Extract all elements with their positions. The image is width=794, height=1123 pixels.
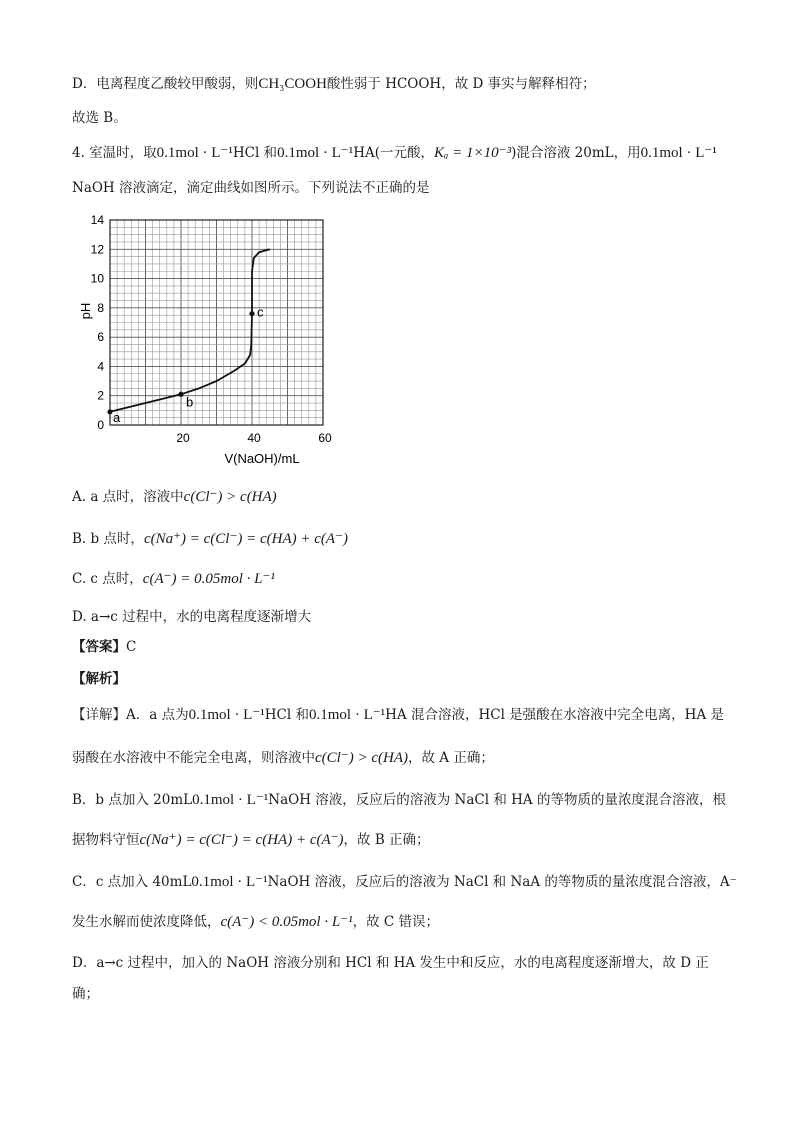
explain-1e: HA 混合溶液，HCl 是强酸在水溶液中完全电离，HA 是 <box>385 707 724 723</box>
answer-line <box>72 637 136 657</box>
q-ka: Kₐ = 1×10⁻³ <box>434 145 512 161</box>
explain-3a: B．b 点加入 20mL <box>72 792 193 808</box>
chart-grid <box>110 220 323 425</box>
x-tick-label: 60 <box>318 431 332 445</box>
answer-value: C <box>126 639 137 655</box>
explain-2a: 弱酸在水溶液中不能完全电离，则溶液中 <box>72 750 315 766</box>
point-c <box>249 311 254 316</box>
prev-d-prefix: D．电离程度乙酸较甲酸弱，则 <box>72 76 259 92</box>
point-label-a: a <box>113 409 121 425</box>
point-label-c: c <box>257 304 264 320</box>
option-a-prefix: A. a 点时，溶液中 <box>72 489 184 505</box>
explain-5b: 0.1mol · L⁻¹ <box>191 874 268 890</box>
x-axis-label: V(NaOH)/mL <box>224 451 300 466</box>
explain-line-8: 确； <box>72 986 99 1002</box>
explain-1d: 0.1mol · L⁻¹ <box>308 707 386 723</box>
x-tick-label: 20 <box>176 431 190 445</box>
answer-label: 【答案】 <box>72 639 126 655</box>
question-stem-line1 <box>72 143 717 163</box>
explain-5a: C．c 点加入 40mL <box>72 874 192 890</box>
explain-line-1 <box>72 705 724 725</box>
q-p1: 4. 室温时，取 <box>72 145 157 161</box>
explain-line-3 <box>72 790 726 810</box>
explain-3c: NaOH 溶液，反应后的溶液为 NaCl 和 HA 的等物质的量浓度混合溶液，根 <box>268 792 726 808</box>
prev-d-formula: CH₃COOH <box>258 76 327 92</box>
explain-line-4 <box>72 830 430 850</box>
explain-line-2 <box>72 748 494 768</box>
titration-curve <box>110 249 270 411</box>
analysis-label: 【解析】 <box>72 671 126 687</box>
prev-answer-line: 故选 B。 <box>72 110 127 126</box>
titration-curve-chart <box>62 208 352 470</box>
explain-6c: ，故 C 错误； <box>352 914 440 930</box>
explain-4b: c(Na⁺) = c(Cl⁻) = c(HA) + c(A⁻) <box>139 832 344 848</box>
option-a-math: c(Cl⁻) > c(HA) <box>183 489 277 505</box>
y-tick-label: 14 <box>90 213 104 227</box>
q-conc-2: 0.1mol · L⁻¹ <box>277 145 354 161</box>
point-label-b: b <box>186 394 194 410</box>
y-tick-label: 10 <box>90 271 104 286</box>
explain-5c: NaOH 溶液，反应后的溶液为 NaCl 和 NaA 的等物质的量浓度混合溶液，A⁻ <box>267 874 737 890</box>
y-tick-label: 2 <box>97 388 104 403</box>
q-p3: HCl 和 <box>232 145 278 161</box>
y-axis-label: pH <box>78 302 93 320</box>
y-tick-labels <box>91 213 105 432</box>
q-p7: )混合溶液 20mL，用 <box>511 145 641 161</box>
option-c-prefix: C. c 点时， <box>72 571 143 587</box>
question-stem-line2: NaOH 溶液滴定，滴定曲线如图所示。下列说法不正确的是 <box>72 180 430 196</box>
y-tick-label: 6 <box>97 330 104 345</box>
y-tick-label: 4 <box>97 359 104 374</box>
explain-4a: 据物料守恒 <box>72 832 140 848</box>
x-tick-label: 40 <box>247 431 261 445</box>
x-tick-labels <box>176 431 332 445</box>
y-tick-label: 0 <box>97 418 104 432</box>
explain-3b: 0.1mol · L⁻¹ <box>192 792 269 808</box>
option-b-prefix: B. b 点时， <box>72 531 144 547</box>
option-a[interactable] <box>72 487 277 507</box>
option-d[interactable]: D. a→c 过程中，水的电离程度逐渐增大 <box>72 609 312 625</box>
y-tick-label: 8 <box>97 300 104 315</box>
point-a <box>107 409 112 414</box>
explain-4c: ，故 B 正确； <box>343 832 430 848</box>
explain-1c: HCl 和 <box>264 707 309 723</box>
explain-6a: 发生水解而使浓度降低， <box>72 914 221 930</box>
explain-line-5 <box>72 872 737 892</box>
option-b[interactable] <box>72 529 348 549</box>
explain-line-7: D．a→c 过程中，加入的 NaOH 溶液分别和 HCl 和 HA 发生中和反应，水的电离程度逐渐增大，故 D 正 <box>72 955 709 971</box>
prev-d-suffix: 酸性弱于 HCOOH，故 D 事实与解释相符； <box>326 76 596 92</box>
q-p5: HA(一元酸， <box>353 145 435 161</box>
explain-line-6 <box>72 912 439 932</box>
explain-1b: 0.1mol · L⁻¹ <box>188 707 265 723</box>
explain-2c: ，故 A 正确； <box>408 750 494 766</box>
prev-option-d <box>72 74 596 94</box>
option-c[interactable] <box>72 569 275 589</box>
y-tick-label: 12 <box>90 242 104 257</box>
option-c-math: c(A⁻) = 0.05mol · L⁻¹ <box>142 571 275 587</box>
q-conc-3: 0.1mol · L⁻¹ <box>640 145 717 161</box>
explain-1a: 【详解】A．a 点为 <box>72 707 189 723</box>
explain-6b: c(A⁻) < 0.05mol · L⁻¹ <box>220 914 353 930</box>
point-b <box>178 392 183 397</box>
option-b-math: c(Na⁺) = c(Cl⁻) = c(HA) + c(A⁻) <box>143 531 348 547</box>
q-conc-1: 0.1mol · L⁻¹ <box>156 145 233 161</box>
explain-2b: c(Cl⁻) > c(HA) <box>315 750 409 766</box>
